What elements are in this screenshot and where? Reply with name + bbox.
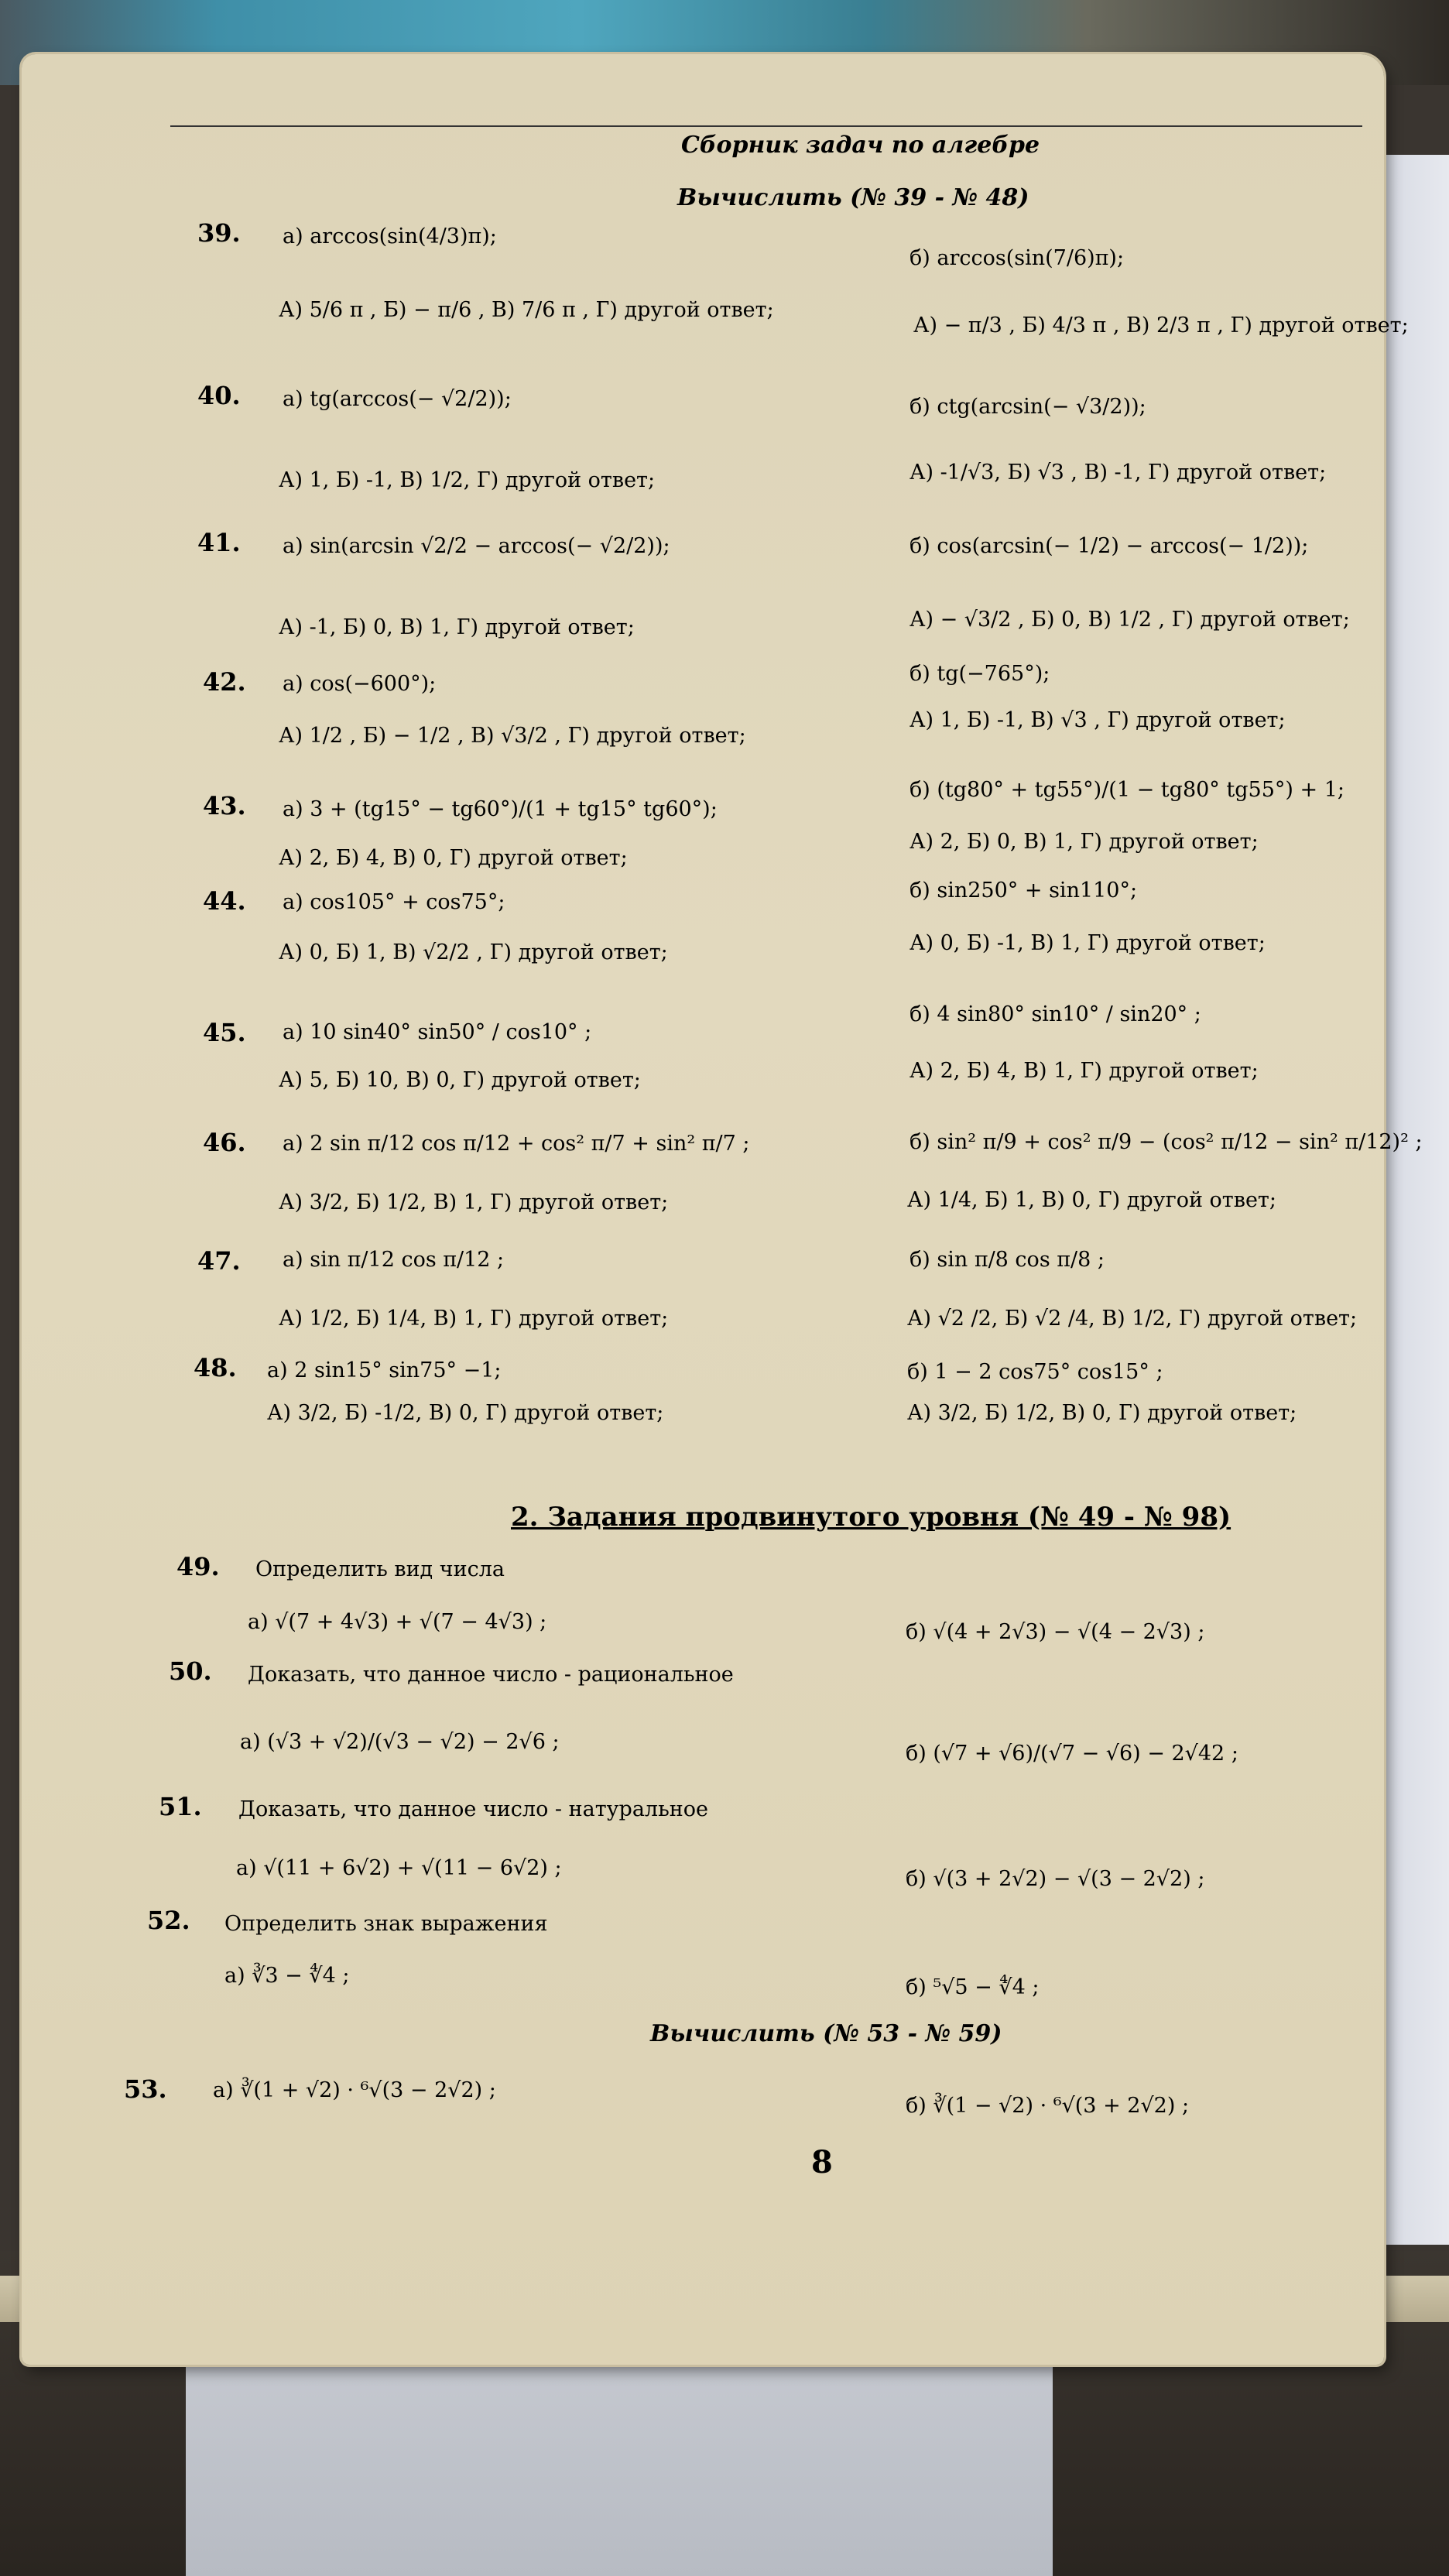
problem-b: б) sin² π/9 + cos² π/9 − (cos² π/12 − sin² π/12)² ; [909, 1130, 1423, 1154]
problem-number: 42. [203, 667, 246, 697]
page-number: 8 [811, 2144, 833, 2180]
answers-a: А) 5/6 π , Б) − π/6 , В) 7/6 π , Г) другой ответ; [279, 298, 774, 322]
problem-b: б) ctg(arcsin(− √3/2)); [909, 395, 1146, 419]
answers-a: А) -1, Б) 0, В) 1, Г) другой ответ; [279, 615, 635, 639]
problem-title: Доказать, что данное число - рациональное [248, 1663, 734, 1687]
answers-a: А) 1/2, Б) 1/4, В) 1, Г) другой ответ; [279, 1307, 669, 1331]
problem-a: а) sin(arcsin √2/2 − arccos(− √2/2)); [283, 534, 670, 558]
answers-a: А) 1, Б) -1, В) 1/2, Г) другой ответ; [279, 468, 656, 492]
answers-b: А) √2 /2, Б) √2 /4, В) 1/2, Г) другой ответ; [907, 1307, 1358, 1331]
subtitle-compute-39-48: Вычислить (№ 39 - № 48) [677, 184, 1029, 211]
problem-number: 46. [203, 1128, 246, 1157]
answers-b: А) 2, Б) 4, В) 1, Г) другой ответ; [909, 1059, 1259, 1083]
problem-b: б) 1 − 2 cos75° cos15° ; [907, 1360, 1163, 1384]
problem-b: б) arccos(sin(7/6)π); [909, 246, 1125, 270]
answers-b: А) 0, Б) -1, В) 1, Г) другой ответ; [909, 931, 1266, 955]
problem-a: а) cos(−600°); [283, 672, 437, 696]
header-rule [170, 125, 1362, 127]
page-header: Сборник задач по алгебре [681, 132, 1040, 159]
answers-b: А) − √3/2 , Б) 0, В) 1/2 , Г) другой ответ; [909, 608, 1350, 632]
problem-number: 43. [203, 791, 246, 820]
answers-b: А) 3/2, Б) 1/2, В) 0, Г) другой ответ; [907, 1401, 1297, 1425]
problem-b: б) √(4 + 2√3) − √(4 − 2√3) ; [906, 1620, 1205, 1644]
problem-a: а) cos105° + cos75°; [283, 890, 505, 914]
problem-a: а) ∛(1 + √2) · ⁶√(3 − 2√2) ; [213, 2078, 496, 2102]
section-title-advanced: 2. Задания продвинутого уровня (№ 49 - № 98) [511, 1502, 1231, 1533]
problem-title: Определить вид числа [255, 1557, 505, 1581]
answers-a: А) 5, Б) 10, В) 0, Г) другой ответ; [279, 1068, 641, 1092]
problem-b: б) (tg80° + tg55°)/(1 − tg80° tg55°) + 1; [909, 778, 1345, 802]
problem-title: Определить знак выражения [224, 1912, 548, 1936]
problem-b: б) sin250° + sin110°; [909, 879, 1138, 903]
answers-b: А) − π/3 , Б) 4/3 π , В) 2/3 π , Г) другой ответ; [913, 313, 1409, 337]
problem-a: а) ∛3 − ∜4 ; [224, 1964, 350, 1988]
answers-a: А) 3/2, Б) -1/2, В) 0, Г) другой ответ; [267, 1401, 664, 1425]
problem-b: б) cos(arcsin(− 1/2) − arccos(− 1/2)); [909, 534, 1309, 558]
problem-b: б) ∛(1 − √2) · ⁶√(3 + 2√2) ; [906, 2094, 1190, 2118]
answers-a: А) 3/2, Б) 1/2, В) 1, Г) другой ответ; [279, 1190, 669, 1214]
problem-b: б) sin π/8 cos π/8 ; [909, 1248, 1105, 1272]
problem-b: б) √(3 + 2√2) − √(3 − 2√2) ; [906, 1867, 1205, 1891]
problem-title: Доказать, что данное число - натуральное [238, 1797, 708, 1821]
problem-number: 50. [169, 1656, 212, 1686]
problem-a: а) arccos(sin(4/3)π); [283, 224, 497, 248]
problem-b: б) (√7 + √6)/(√7 − √6) − 2√42 ; [906, 1742, 1238, 1766]
problem-a: а) 3 + (tg15° − tg60°)/(1 + tg15° tg60°); [283, 797, 718, 821]
problem-a: а) 10 sin40° sin50° / cos10° ; [283, 1020, 592, 1044]
problem-number: 52. [147, 1906, 190, 1935]
problem-number: 51. [159, 1792, 202, 1821]
problem-number: 40. [197, 381, 241, 410]
problem-number: 49. [176, 1552, 220, 1581]
subtitle-compute-53-59: Вычислить (№ 53 - № 59) [650, 2020, 1002, 2047]
problem-number: 39. [197, 218, 241, 248]
answers-b: А) 2, Б) 0, В) 1, Г) другой ответ; [909, 830, 1259, 854]
problem-b: б) 4 sin80° sin10° / sin20° ; [909, 1002, 1201, 1026]
problem-a: а) (√3 + √2)/(√3 − √2) − 2√6 ; [240, 1730, 560, 1754]
problem-number: 53. [124, 2074, 167, 2104]
problem-a: а) tg(arccos(− √2/2)); [283, 387, 512, 411]
answers-b: А) 1, Б) -1, В) √3 , Г) другой ответ; [909, 708, 1286, 732]
answers-b: А) -1/√3, Б) √3 , В) -1, Г) другой ответ; [909, 461, 1327, 485]
problem-b: б) tg(−765°); [909, 662, 1050, 686]
problem-a: а) 2 sin π/12 cos π/12 + cos² π/7 + sin² π/7 ; [283, 1132, 750, 1156]
problem-number: 48. [194, 1353, 237, 1382]
problem-a: а) sin π/12 cos π/12 ; [283, 1248, 505, 1272]
answers-a: А) 0, Б) 1, В) √2/2 , Г) другой ответ; [279, 940, 668, 964]
answers-a: А) 2, Б) 4, В) 0, Г) другой ответ; [279, 846, 628, 870]
answers-b: А) 1/4, Б) 1, В) 0, Г) другой ответ; [907, 1188, 1276, 1212]
problem-b: б) ⁵√5 − ∜4 ; [906, 1975, 1040, 1999]
answers-a: А) 1/2 , Б) − 1/2 , В) √3/2 , Г) другой ответ; [279, 724, 746, 748]
problem-a: а) √(11 + 6√2) + √(11 − 6√2) ; [236, 1856, 562, 1880]
problem-a: а) √(7 + 4√3) + √(7 − 4√3) ; [248, 1610, 547, 1634]
problem-number: 45. [203, 1018, 246, 1047]
problem-number: 47. [197, 1246, 241, 1276]
problem-number: 44. [203, 886, 246, 916]
problem-a: а) 2 sin15° sin75° −1; [267, 1358, 502, 1382]
problem-number: 41. [197, 528, 241, 557]
